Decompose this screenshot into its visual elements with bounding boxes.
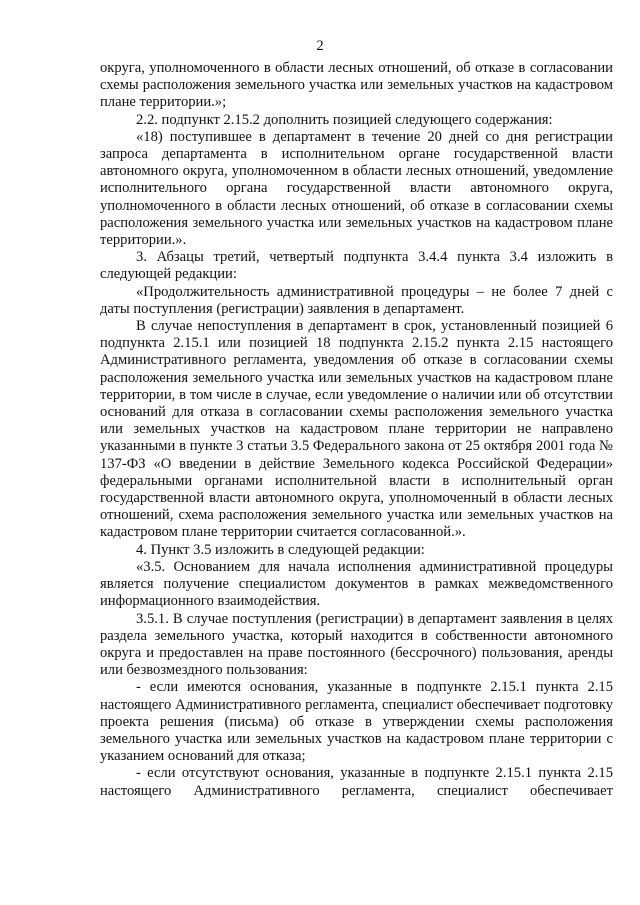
paragraph-11: - если отсутствуют основания, указанные в подпункте 2.15.1 пункта 2.15 настоящего Административного регламента, специалист обеспечивает (100, 765, 613, 799)
paragraph-1: округа, уполномоченного в области лесных отношений, об отказе в согласовании схемы расположения земельного участка или земельных участков на кадастровом плане территории.»; (100, 60, 613, 111)
paragraph-5: «Продолжительность административной процедуры – не более 7 дней с даты поступления (регистрации) заявления в департамент. (100, 283, 613, 317)
paragraph-3: «18) поступившее в департамент в течение 20 дней со дня регистрации запроса департамента в исполнительном органе государственной власти автономного округа, уполномоченном в области лесных отношений, уведомление исполнительного органа государственной власти автономного округа, уполномоченного в области лесных отношений, об отказе в согласовании схемы расположения земельного участка или земельных участков на кадастровом плане территории.». (100, 128, 613, 249)
paragraph-4: 3. Абзацы третий, четвертый подпункта 3.4.4 пункта 3.4 изложить в следующей редакции: (100, 249, 613, 283)
paragraph-7: 4. Пункт 3.5 изложить в следующей редакции: (136, 541, 425, 558)
page-number: 2 (316, 38, 324, 54)
paragraph-8: «3.5. Основанием для начала исполнения административной процедуры является получение специалистом документов в рамках межведомственного информационного взаимодействия. (100, 558, 613, 610)
paragraph-9: 3.5.1. В случае поступления (регистрации) в департамент заявления в целях раздела земельного участка, который находится в собственности автономного округа и предоставлен на праве постоянного (бессрочного) пользования, аренды или безвозмездного пользования: (100, 610, 613, 679)
document-body (100, 60, 613, 800)
paragraph-6: В случае непоступления в департамент в срок, установленный позицией 6 подпункта 2.15.1 или позицией 18 подпункта 2.15.2 пункта 2.15 настоящего Административного регламента, уведомления об отказе в согласовании схемы расположения земельного участка или земельных участков на кадастровом плане территории, в том числе в случае, если уведомление о наличии или об отсутствии оснований для отказа в согласовании схемы расположения земельного участка или земельных участков на кадастровом плане территории не направлено указанными в пункте 3 статьи 3.5 Федерального закона от 25 октября 2001 года № 137-ФЗ «О введении в действие Земельного кодекса Российской Федерации» федеральными органами исполнительной власти в исполнительный орган государственной власти автономного округа, уполномоченный в области лесных отношений, схема расположения земельного участка или земельных участков на кадастровом плане территории считается согласованной.». (100, 318, 613, 541)
paragraph-10: - если имеются основания, указанные в подпункте 2.15.1 пункта 2.15 настоящего Административного регламента, специалист обеспечивает подготовку проекта решения (письма) об отказе в утверждении схемы расположения земельного участка или земельных участков на кадастровом плане территории с указанием оснований для отказа; (100, 679, 613, 765)
paragraph-2: 2.2. подпункт 2.15.2 дополнить позицией следующего содержания: (136, 111, 553, 128)
